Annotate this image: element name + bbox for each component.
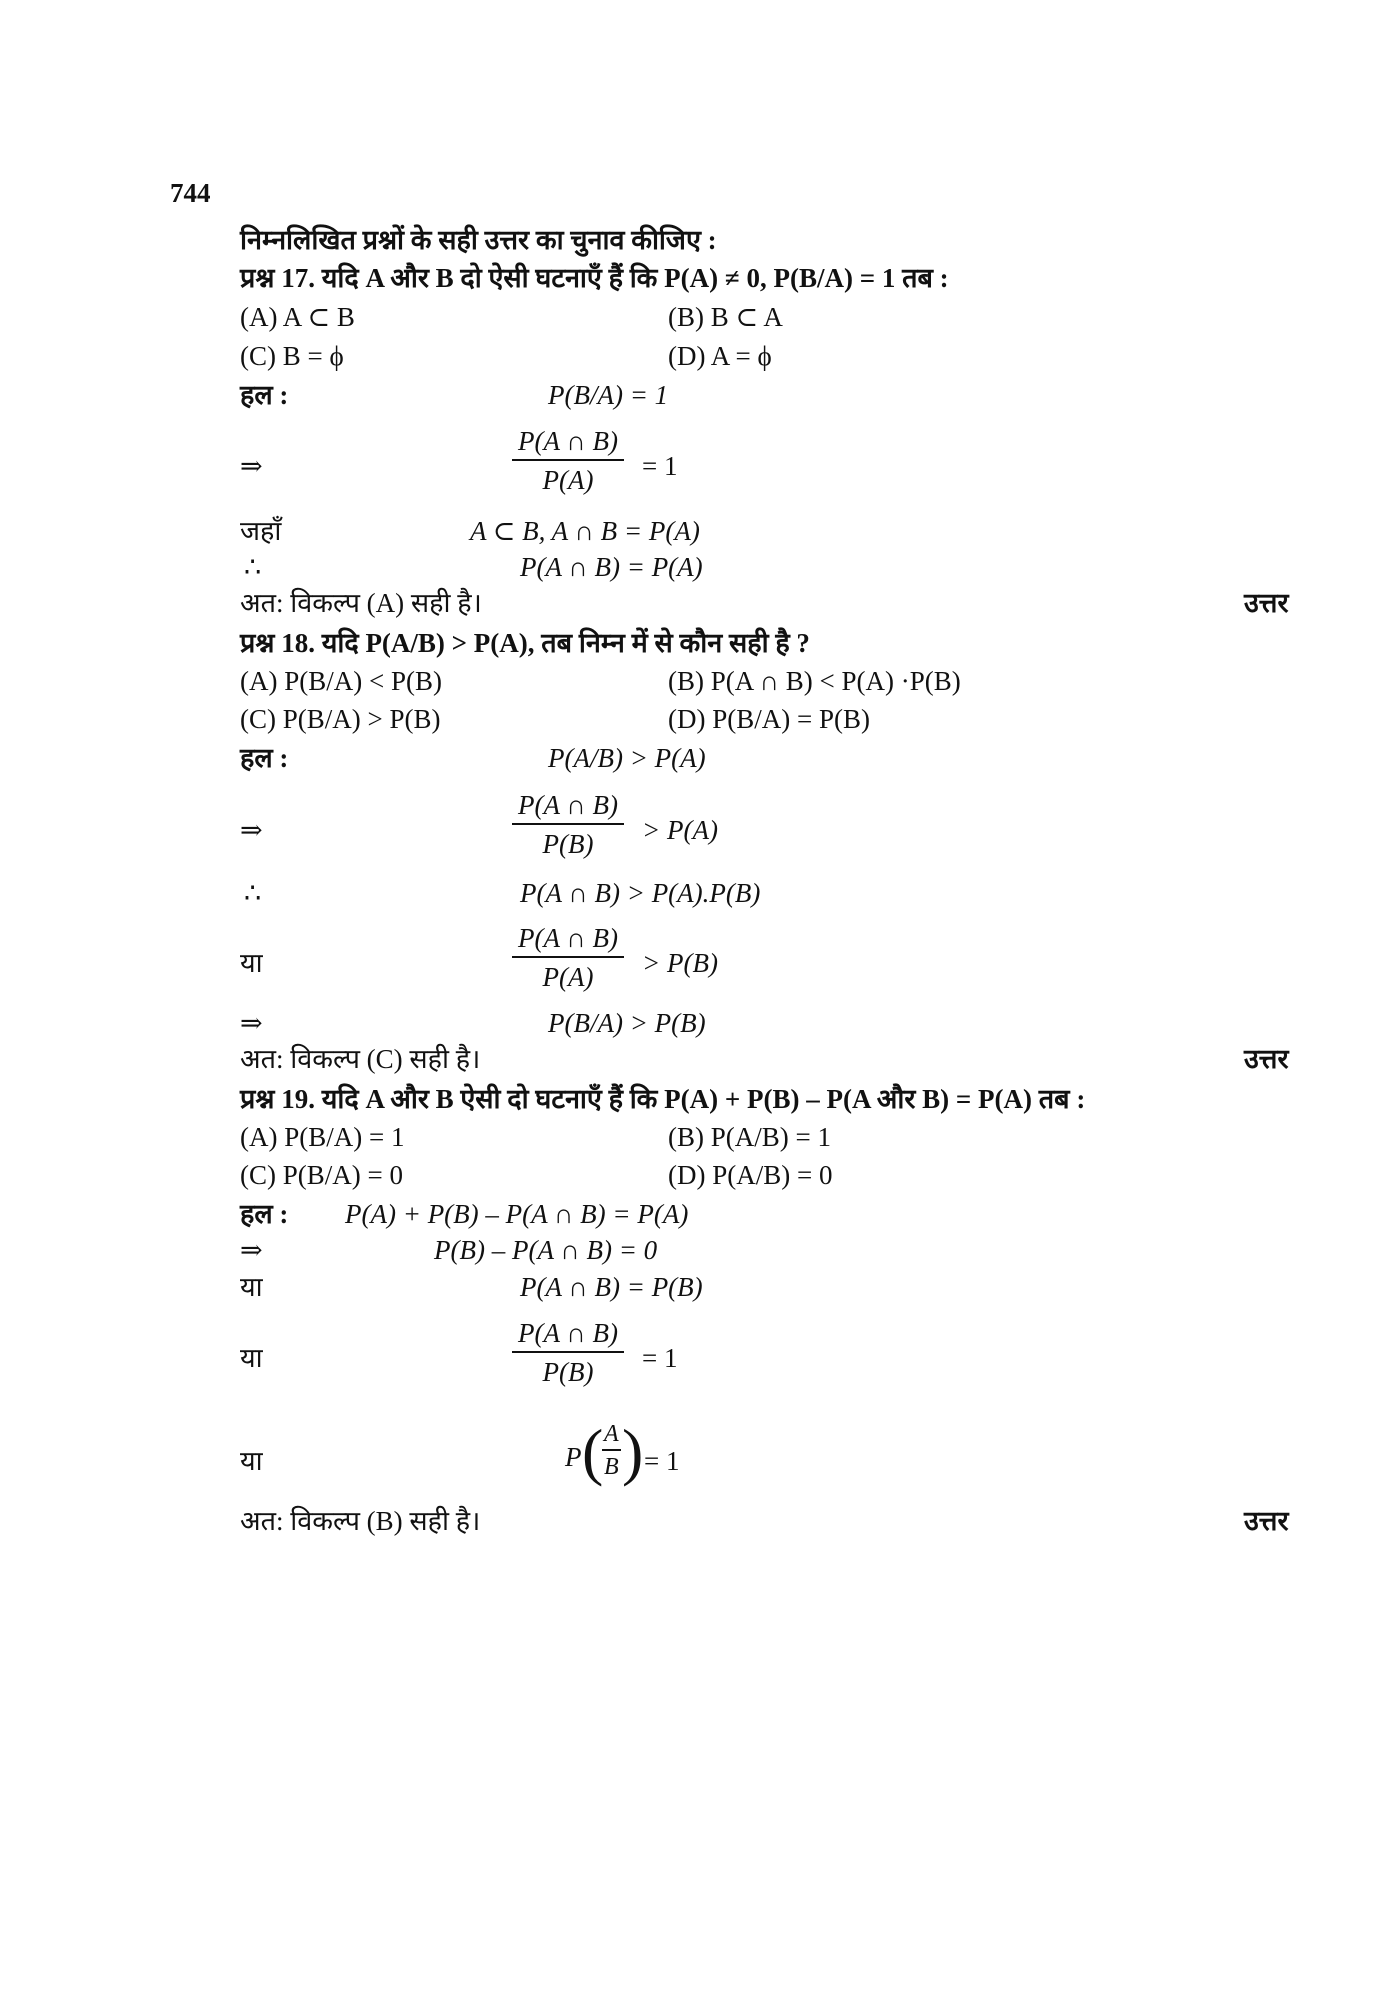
q19-step-1: P(A) + P(B) – P(A ∩ B) = P(A) bbox=[345, 1199, 689, 1229]
q18-or-label: या bbox=[240, 948, 263, 978]
q17-option-b: (B) B ⊂ A bbox=[668, 302, 783, 332]
q19-p-letter: P bbox=[565, 1442, 582, 1472]
q18-fraction-2-numerator: P(A ∩ B) bbox=[512, 925, 624, 958]
q18-implies-symbol-2: ⇒ bbox=[240, 1008, 263, 1038]
q18-fraction-1-result: > P(A) bbox=[642, 815, 718, 845]
q19-implies-symbol: ⇒ bbox=[240, 1235, 263, 1265]
q19-right-paren: ) bbox=[622, 1416, 644, 1487]
page-number: 744 bbox=[170, 178, 211, 208]
q17-implies-symbol: ⇒ bbox=[240, 451, 263, 481]
q19-option-c: (C) P(B/A) = 0 bbox=[240, 1160, 403, 1190]
q18-conclusion: अत: विकल्प (C) सही है। bbox=[240, 1044, 481, 1074]
q19-solution-label: हल : bbox=[240, 1199, 289, 1229]
q18-step-3: P(B/A) > P(B) bbox=[548, 1008, 706, 1038]
q19-or-label-2: या bbox=[240, 1343, 263, 1373]
q17-fraction-result: = 1 bbox=[642, 451, 678, 481]
q18-answer-label: उत्तर bbox=[1244, 1044, 1289, 1074]
q18-option-b: (B) P(A ∩ B) < P(A) ·P(B) bbox=[668, 666, 961, 696]
q19-option-a: (A) P(B/A) = 1 bbox=[240, 1122, 405, 1152]
q17-fraction-numerator: P(A ∩ B) bbox=[512, 428, 624, 461]
q17-answer-label: उत्तर bbox=[1244, 588, 1289, 618]
q17-solution-label: हल : bbox=[240, 380, 289, 410]
q19-option-d: (D) P(A/B) = 0 bbox=[668, 1160, 833, 1190]
q19-question: प्रश्न 19. यदि A और B ऐसी दो घटनाएँ हैं कि P(A) + P(B) – P(A और B) = P(A) तब : bbox=[240, 1084, 1086, 1114]
q17-where-label: जहाँ bbox=[240, 516, 282, 546]
q19-step-3: P(A ∩ B) = P(B) bbox=[520, 1272, 703, 1302]
q17-option-a: (A) A ⊂ B bbox=[240, 302, 355, 332]
q18-question: प्रश्न 18. यदि P(A/B) > P(A), तब निम्न में से कौन सही है ? bbox=[240, 628, 810, 658]
q18-therefore-symbol: ∴ bbox=[244, 878, 262, 908]
q18-fraction-1-denominator: P(B) bbox=[542, 829, 594, 859]
q19-conclusion: अत: विकल्प (B) सही है। bbox=[240, 1506, 481, 1536]
q17-step-3: P(A ∩ B) = P(A) bbox=[520, 552, 703, 582]
q19-or-label-1: या bbox=[240, 1272, 263, 1302]
q19-fraction bbox=[512, 1320, 624, 1386]
q19-answer-label: उत्तर bbox=[1244, 1506, 1289, 1536]
q17-fraction bbox=[512, 428, 624, 494]
q18-solution-label: हल : bbox=[240, 743, 289, 773]
q18-fraction-1 bbox=[512, 792, 624, 858]
q17-fraction-denominator: P(A) bbox=[542, 465, 594, 495]
q18-step-2: P(A ∩ B) > P(A).P(B) bbox=[520, 878, 761, 908]
q19-fraction-result: = 1 bbox=[642, 1343, 678, 1373]
q17-conclusion: अत: विकल्प (A) सही है। bbox=[240, 588, 482, 618]
q18-fraction-2 bbox=[512, 925, 624, 991]
q19-fraction-numerator: P(A ∩ B) bbox=[512, 1320, 624, 1353]
q19-option-b: (B) P(A/B) = 1 bbox=[668, 1122, 831, 1152]
q18-option-d: (D) P(B/A) = P(B) bbox=[668, 704, 870, 734]
q17-option-c: (C) B = ϕ bbox=[240, 341, 344, 371]
q18-option-a: (A) P(B/A) < P(B) bbox=[240, 666, 442, 696]
q19-fraction-denominator: P(B) bbox=[542, 1357, 594, 1387]
q19-or-label-3: या bbox=[240, 1446, 263, 1476]
q17-therefore-symbol: ∴ bbox=[244, 552, 262, 582]
q17-step-1: P(B/A) = 1 bbox=[548, 380, 669, 410]
q19-left-paren: ( bbox=[582, 1416, 604, 1487]
q19-conditional-denominator: B bbox=[604, 1454, 619, 1480]
q19-conditional-fraction bbox=[602, 1422, 621, 1479]
q18-fraction-2-result: > P(B) bbox=[642, 948, 718, 978]
q19-step-2: P(B) – P(A ∩ B) = 0 bbox=[434, 1235, 658, 1265]
q17-question: प्रश्न 17. यदि A और B दो ऐसी घटनाएँ हैं कि P(A) ≠ 0, P(B/A) = 1 तब : bbox=[240, 263, 949, 293]
q19-conditional-numerator: A bbox=[602, 1422, 621, 1451]
instruction-heading: निम्नलिखित प्रश्नों के सही उत्तर का चुनाव कीजिए : bbox=[240, 225, 717, 255]
q18-option-c: (C) P(B/A) > P(B) bbox=[240, 704, 441, 734]
q19-conditional-result: = 1 bbox=[644, 1446, 680, 1476]
q17-option-d: (D) A = ϕ bbox=[668, 341, 772, 371]
q18-implies-symbol: ⇒ bbox=[240, 815, 263, 845]
q18-fraction-1-numerator: P(A ∩ B) bbox=[512, 792, 624, 825]
q18-step-1: P(A/B) > P(A) bbox=[548, 743, 706, 773]
q17-step-2: A ⊂ B, A ∩ B = P(A) bbox=[470, 516, 700, 546]
q18-fraction-2-denominator: P(A) bbox=[542, 962, 594, 992]
